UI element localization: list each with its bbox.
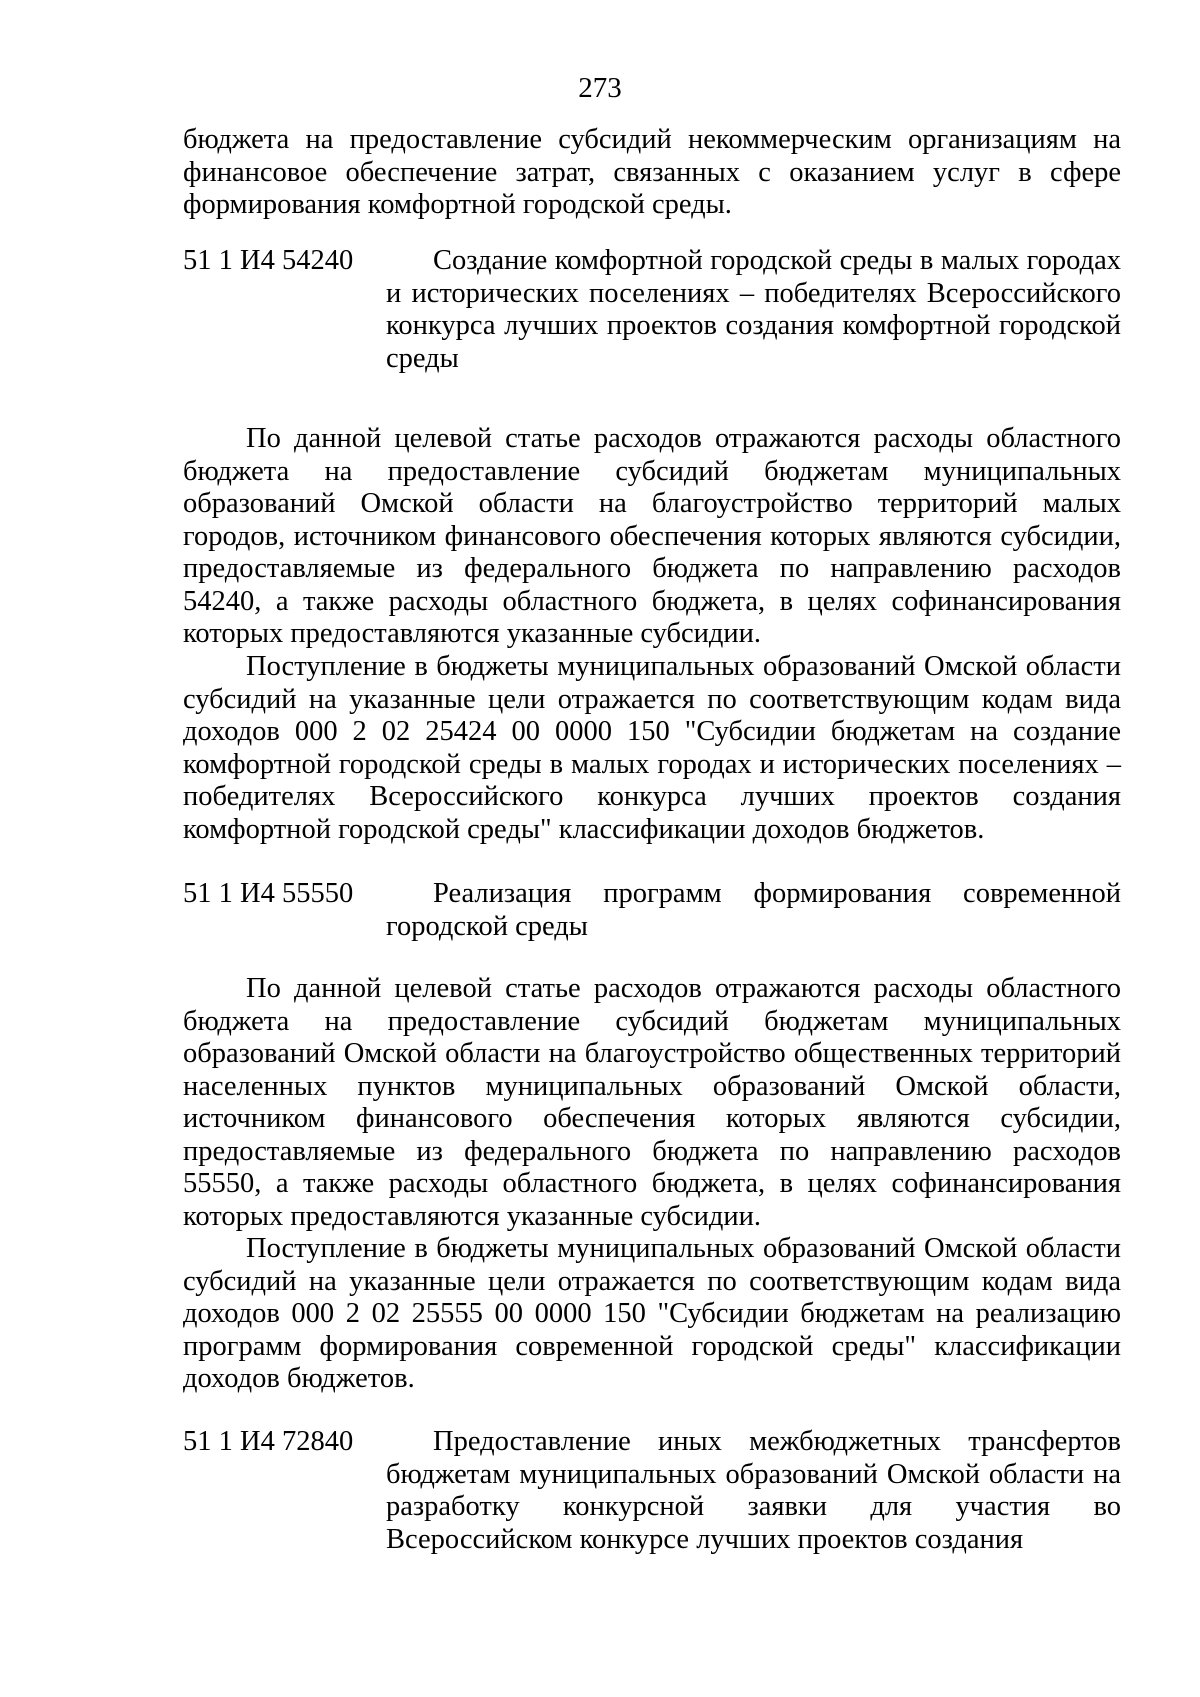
entry-title-54240: Создание комфортной городской среды в малых городах и исторических поселениях – победителях Всероссийского конкурса лучших проектов создания комфортной городской среды (386, 245, 1121, 374)
entry-code-55550: 51 1 И4 55550 (183, 878, 354, 909)
paragraph-income-55550: Поступление в бюджеты муниципальных образований Омской области субсидий на указанные цели отражается по соответствующим кодам вида доходов 000 2 02 25555 00 0000 150 "Субсидии бюджетам на реализацию программ формирования современной городской среды" классификации доходов бюджетов. (183, 1233, 1121, 1394)
paragraph-income-54240: Поступление в бюджеты муниципальных образований Омской области субсидий на указанные цели отражается по соответствующим кодам вида доходов 000 2 02 25424 00 0000 150 "Субсидии бюджетам на создание комфортной городской среды в малых городах и исторических поселениях – победителях Всероссийского конкурса лучших проектов создания комфортной городской среды" классификации доходов бюджетов. (183, 651, 1121, 845)
paragraph-expenses-54240: По данной целевой статье расходов отражаются расходы областного бюджета на предоставление субсидий бюджетам муниципальных образований Омской области на благоустройство территорий малых городов, источником финансового обеспечения которых являются субсидии, предоставляемые из федерального бюджета по направлению расходов 54240, а также расходы областного бюджета, в целях софинансирования которых предоставляются указанные субсидии. (183, 423, 1121, 649)
page-number: 273 (578, 72, 622, 104)
entry-title-55550: Реализация программ формирования современной городской среды (386, 878, 1121, 942)
paragraph-expenses-55550: По данной целевой статье расходов отражаются расходы областного бюджета на предоставление субсидий бюджетам муниципальных образований Омской области на благоустройство общественных территорий населенных пунктов муниципальных образований Омской области, источником финансового обеспечения которых являются субсидии, предоставляемые из федерального бюджета по направлению расходов 55550, а также расходы областного бюджета, в целях софинансирования которых предоставляются указанные субсидии. (183, 973, 1121, 1232)
entry-title-72840: Предоставление иных межбюджетных трансфертов бюджетам муниципальных образований Омской области на разработку конкурсной заявки для участия во Всероссийском конкурсе лучших проектов создания (386, 1426, 1121, 1555)
entry-code-72840: 51 1 И4 72840 (183, 1426, 354, 1457)
paragraph-continuation: бюджета на предоставление субсидий некоммерческим организациям на финансовое обеспечение затрат, связанных с оказанием услуг в сфере формирования комфортной городской среды. (183, 124, 1121, 220)
entry-code-54240: 51 1 И4 54240 (183, 245, 354, 276)
